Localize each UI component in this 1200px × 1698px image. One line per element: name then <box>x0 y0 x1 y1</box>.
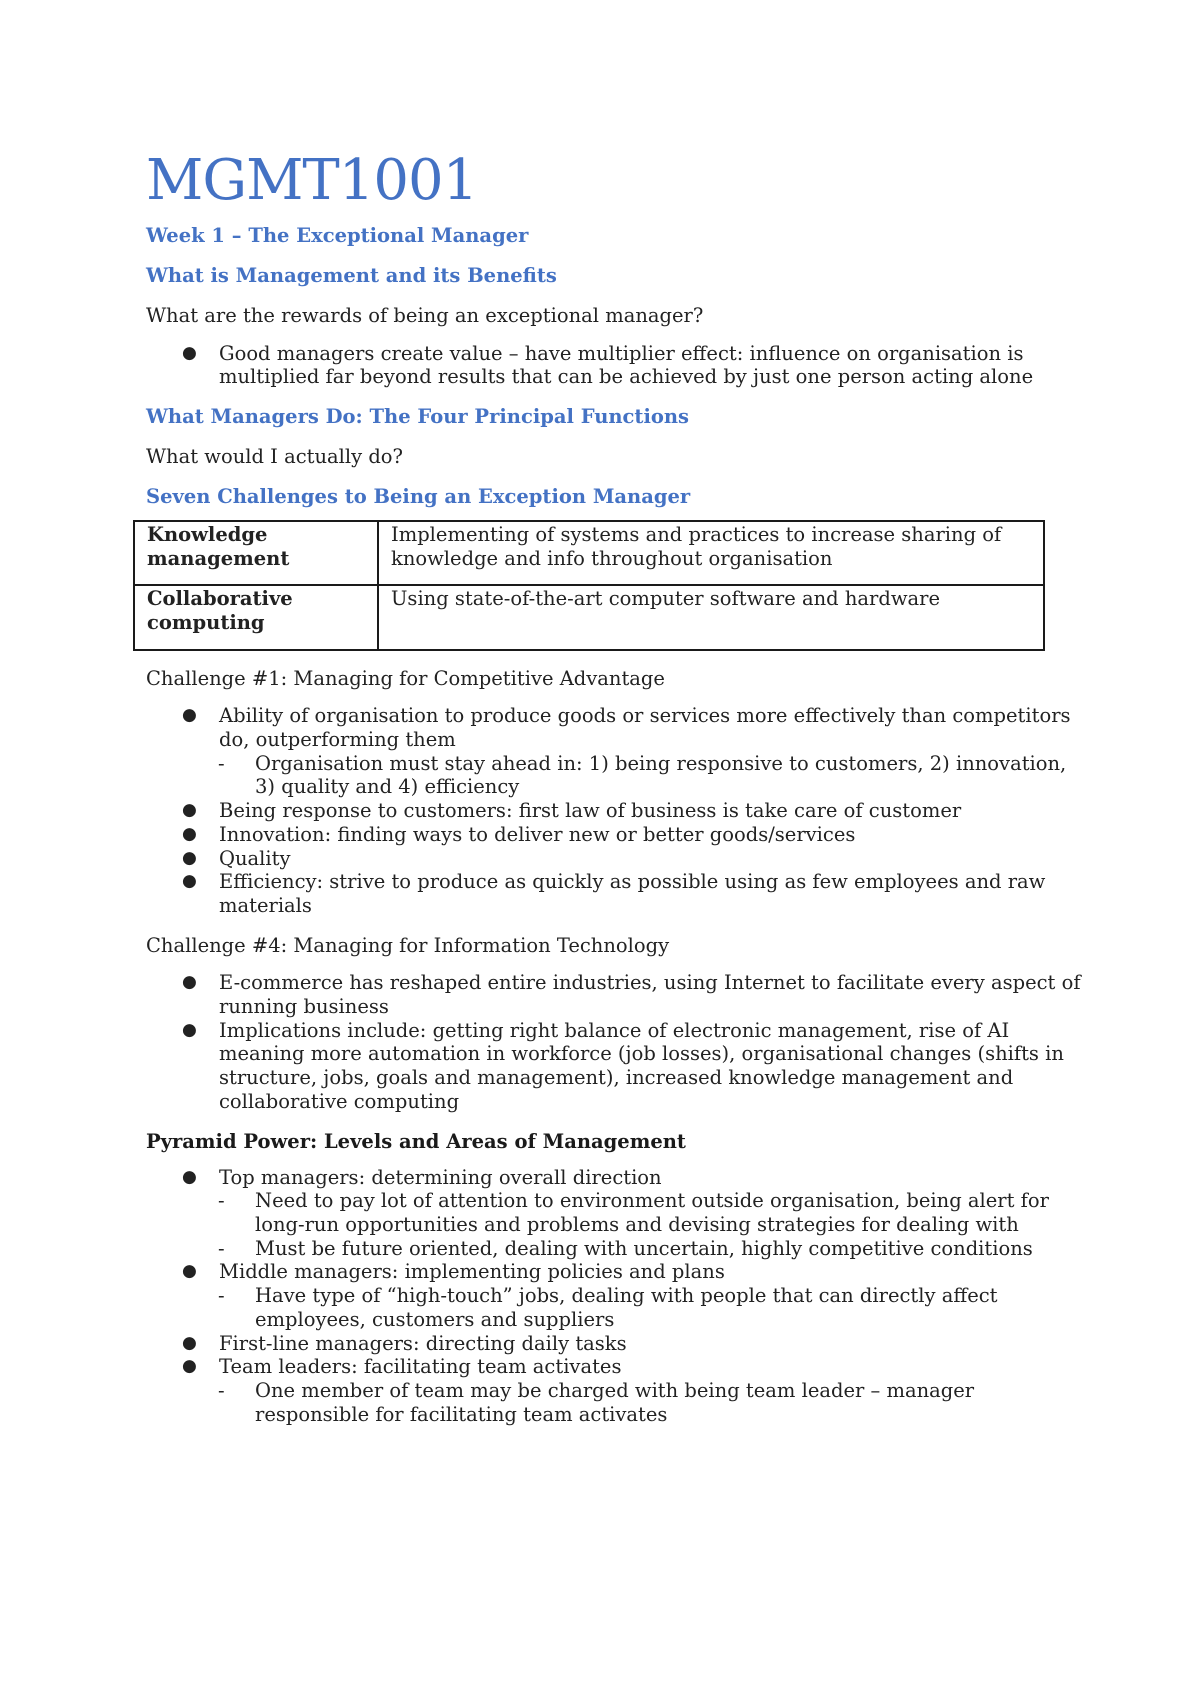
sub-list-item: - Must be future oriented, dealing with uncertain, highly competitive conditions <box>218 1236 1033 1260</box>
bullet-list-challenge-4 <box>146 971 1086 1113</box>
list-item: ● Implications include: getting right balance of electronic management, rise of AI meaning more automation in workforce (job losses), organisational changes (shifts in structure, jobs, goals and management), increased knowledge management and collaborative computing <box>182 1018 1064 1113</box>
bullet-list-pyramid <box>146 1166 1086 1427</box>
table-cell-desc: Using state-of-the-art computer software and hardware <box>378 585 1044 649</box>
table-cell-term: Knowledge management <box>134 521 378 585</box>
bullet-icon: ● <box>182 1019 197 1040</box>
dash-icon: - <box>218 1236 225 1260</box>
bullet-list-rewards <box>146 342 1086 389</box>
list-item: ● Ability of organisation to produce goods or services more effectively than competitors do, outperforming them - Organisation must stay ahead in: 1) being responsive to customers, 2) innovation, 3) quality and 4) efficiency <box>146 704 1086 799</box>
list-item: ● Innovation: finding ways to deliver new or better goods/services <box>182 822 856 846</box>
challenge-1-heading: Challenge #1: Managing for Competitive Advantage <box>146 666 665 690</box>
sub-list <box>219 1189 1086 1260</box>
list-item: ● Efficiency: strive to produce as quickly as possible using as few employees and raw materials <box>182 870 1046 917</box>
table-row <box>134 585 1044 649</box>
sub-list <box>219 752 1086 799</box>
bullet-icon: ● <box>182 1261 197 1282</box>
bullet-icon: ● <box>182 1166 197 1187</box>
table-row <box>134 521 1044 585</box>
bullet-icon: ● <box>182 1332 197 1353</box>
challenges-table <box>133 520 1045 651</box>
dash-icon: - <box>218 1378 225 1402</box>
bullet-icon: ● <box>182 1356 197 1377</box>
sub-list-item: - Need to pay lot of attention to environment outside organisation, being alert for long-run opportunities and problems and devising strategies for dealing with <box>218 1189 1049 1236</box>
bullet-icon: ● <box>182 800 197 821</box>
bullet-icon: ● <box>182 847 197 868</box>
question-actually-do: What would I actually do? <box>146 445 404 469</box>
dash-icon: - <box>218 751 225 775</box>
dash-icon: - <box>218 1189 225 1213</box>
sub-list <box>219 1379 1086 1426</box>
list-item: ● Team leaders: facilitating team activates - One member of team may be charged with being team leader – manager responsible for facilitating team activates <box>146 1355 1086 1426</box>
sub-list-item: - Have type of “high-touch” jobs, dealing with people that can directly affect employees, customers and suppliers <box>218 1284 998 1331</box>
sub-list <box>219 1284 1086 1331</box>
sub-list-item: - Organisation must stay ahead in: 1) being responsive to customers, 2) innovation, 3) quality and 4) efficiency <box>218 751 1067 799</box>
section-heading-four-functions: What Managers Do: The Four Principal Functions <box>146 405 690 429</box>
sub-list-item: - One member of team may be charged with being team leader – manager responsible for facilitating team activates <box>218 1378 975 1426</box>
list-item: ● Top managers: determining overall direction - Need to pay lot of attention to environment outside organisation, being alert for long-run opportunities and problems and devising strategies for dealing with - Must be future oriented, dealing with uncertain, highly competitive conditions <box>146 1166 1086 1261</box>
section-heading-pyramid-power: Pyramid Power: Levels and Areas of Management <box>146 1129 686 1153</box>
bullet-list-challenge-1 <box>146 704 1086 917</box>
list-item: ● Quality <box>182 846 291 870</box>
bullet-icon: ● <box>182 972 197 993</box>
document-title: MGMT1001 <box>146 148 478 213</box>
question-rewards: What are the rewards of being an exceptional manager? <box>146 304 704 327</box>
challenge-4-heading: Challenge #4: Managing for Information Technology <box>146 933 670 957</box>
bullet-icon: ● <box>182 823 197 844</box>
list-item: ● Middle managers: implementing policies and plans - Have type of “high-touch” jobs, dealing with people that can directly affect employees, customers and suppliers <box>146 1260 1086 1331</box>
bullet-icon: ● <box>182 342 197 363</box>
section-heading-management-benefits: What is Management and its Benefits <box>146 264 557 287</box>
list-item: ● Good managers create value – have multiplier effect: influence on organisation is multiplied far beyond results that can be achieved by just one person acting alone <box>182 341 1034 389</box>
document-page <box>146 130 1086 1442</box>
week-heading: Week 1 – The Exceptional Manager <box>146 224 529 247</box>
bullet-icon: ● <box>182 705 197 726</box>
list-item: ● E-commerce has reshaped entire industries, using Internet to facilitate every aspect of running business <box>182 971 1081 1019</box>
list-item: ● First-line managers: directing daily tasks <box>182 1331 627 1355</box>
table-cell-desc: Implementing of systems and practices to increase sharing of knowledge and info throughout organisation <box>378 521 1044 585</box>
dash-icon: - <box>218 1284 225 1308</box>
bullet-icon: ● <box>182 871 197 892</box>
table-cell-term: Collaborative computing <box>134 585 378 649</box>
list-item: ● Being response to customers: first law of business is take care of customer <box>182 799 962 823</box>
section-heading-seven-challenges: Seven Challenges to Being an Exception Manager <box>146 484 691 508</box>
